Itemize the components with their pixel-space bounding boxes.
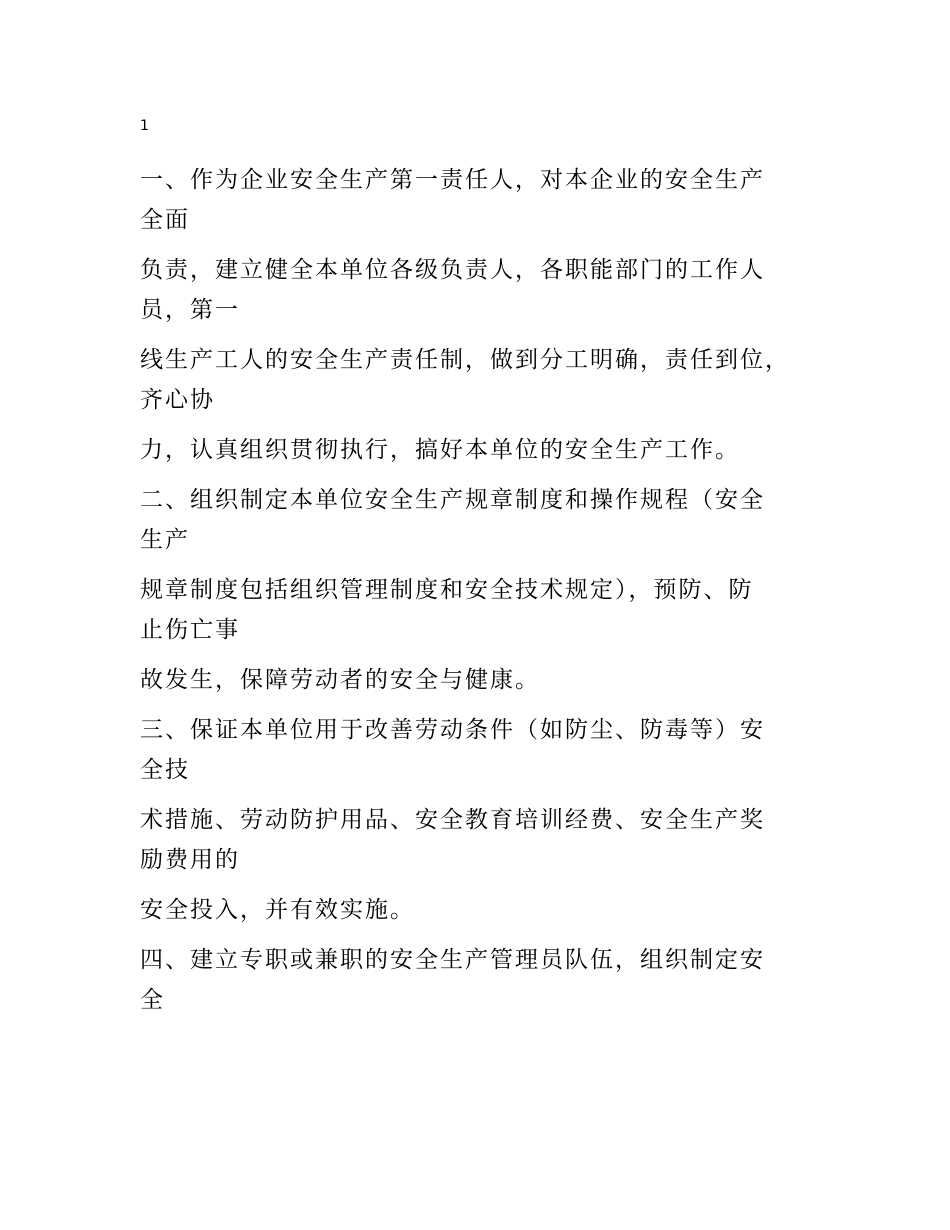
text-line: 线生产工人的安全生产责任制，做到分工明确，责任到位，: [140, 347, 790, 373]
page-number: 1: [140, 118, 149, 134]
text-line: 全技: [140, 757, 190, 783]
text-line: 生产: [140, 527, 190, 553]
text-line: 励费用的: [140, 847, 240, 873]
paragraph: [140, 800, 820, 880]
text-line: 一、作为企业安全生产第一责任人，对本企业的安全生产: [140, 167, 765, 193]
text-line: 四、建立专职或兼职的安全生产管理员队伍，组织制定安: [140, 947, 765, 973]
paragraph: [140, 430, 820, 470]
text-line: 二、组织制定本单位安全生产规章制度和操作规程（安全: [140, 487, 765, 513]
text-line: 员，第一: [140, 297, 240, 323]
paragraph: [140, 250, 820, 330]
paragraph: [140, 340, 820, 420]
body-text: [140, 160, 820, 1030]
text-line: 全: [140, 987, 165, 1013]
text-line: 故发生，保障劳动者的安全与健康。: [140, 667, 540, 693]
text-line: 术措施、劳动防护用品、安全教育培训经费、安全生产奖: [140, 807, 765, 833]
text-line: 力，认真组织贯彻执行，搞好本单位的安全生产工作。: [140, 437, 740, 463]
paragraph: [140, 890, 820, 930]
text-line: 负责，建立健全本单位各级负责人，各职能部门的工作人: [140, 257, 765, 283]
text-line: 全面: [140, 207, 190, 233]
paragraph: [140, 710, 820, 790]
paragraph: [140, 570, 820, 650]
text-line: 三、保证本单位用于改善劳动条件（如防尘、防毒等）安: [140, 717, 765, 743]
paragraph: [140, 940, 820, 1020]
text-line: 安全投入，并有效实施。: [140, 897, 415, 923]
paragraph: [140, 480, 820, 560]
text-line: 齐心协: [140, 387, 215, 413]
text-line: 止伤亡事: [140, 617, 240, 643]
paragraph: [140, 160, 820, 240]
paragraph: [140, 660, 820, 700]
text-line: 规章制度包括组织管理制度和安全技术规定），预防、防: [140, 577, 754, 603]
